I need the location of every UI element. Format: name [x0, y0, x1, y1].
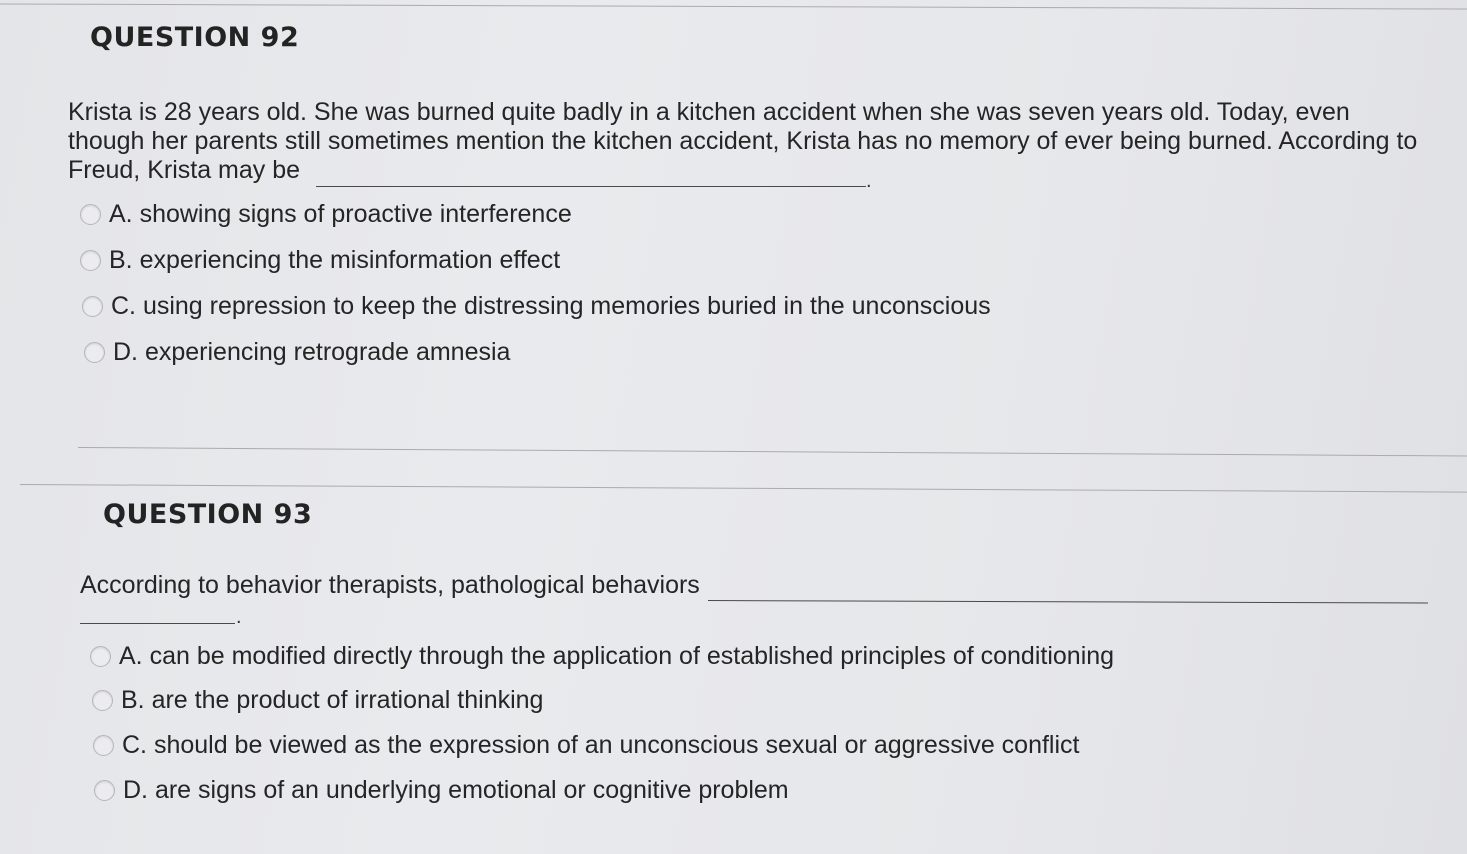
option-label: C. using repression to keep the distressing memories buried in the unconscious: [111, 292, 991, 320]
radio-button[interactable]: [80, 204, 101, 225]
question-separator-outer: [20, 484, 1467, 493]
option-label: B. are the product of irrational thinking: [121, 686, 544, 714]
question-93-answer-blank-1: [708, 600, 1428, 604]
question-92-stem-line-2: though her parents still sometimes mention the kitchen accident, Krista has no memory of ever being burned. According to: [68, 127, 1418, 155]
question-93-option-d[interactable]: [94, 776, 789, 805]
option-label: B. experiencing the misinformation effect: [109, 246, 561, 274]
radio-button[interactable]: [92, 690, 113, 711]
radio-button[interactable]: [82, 296, 103, 317]
question-92-title: QUESTION 92: [90, 22, 300, 53]
question-93-stem-line-1: According to behavior therapists, pathological behaviors: [80, 571, 700, 599]
question-92-option-c[interactable]: [82, 292, 991, 321]
option-label: A. can be modified directly through the application of established principles of conditioning: [119, 642, 1115, 670]
question-92-stem-line-3: Freud, Krista may be: [68, 156, 301, 184]
question-92-answer-blank: [316, 186, 866, 187]
question-93-answer-blank-2: [80, 623, 235, 624]
question-92-stem-line-1: Krista is 28 years old. She was burned quite badly in a kitchen accident when she was seven years old. Today, even: [68, 98, 1350, 126]
radio-button[interactable]: [84, 342, 105, 363]
question-93-option-b[interactable]: [92, 686, 543, 715]
question-93-title: QUESTION 93: [103, 499, 313, 530]
top-divider: [0, 3, 1467, 9]
question-92-option-d[interactable]: [84, 338, 510, 367]
radio-button[interactable]: [80, 250, 101, 271]
question-separator-inner: [78, 447, 1467, 456]
option-label: C. should be viewed as the expression of an unconscious sexual or aggressive conflict: [122, 731, 1080, 759]
question-92-blank-period: .: [866, 170, 872, 192]
question-93-option-a[interactable]: [90, 642, 1114, 671]
radio-button[interactable]: [94, 780, 115, 801]
option-label: D. are signs of an underlying emotional or cognitive problem: [123, 776, 789, 804]
question-93-option-c[interactable]: [93, 731, 1079, 760]
radio-button[interactable]: [90, 646, 111, 667]
question-92-option-a[interactable]: [80, 200, 572, 229]
option-label: A. showing signs of proactive interference: [109, 200, 572, 228]
radio-button[interactable]: [93, 735, 114, 756]
question-93-blank-period: .: [236, 606, 242, 628]
option-label: D. experiencing retrograde amnesia: [113, 338, 511, 366]
question-92-option-b[interactable]: [80, 246, 560, 275]
